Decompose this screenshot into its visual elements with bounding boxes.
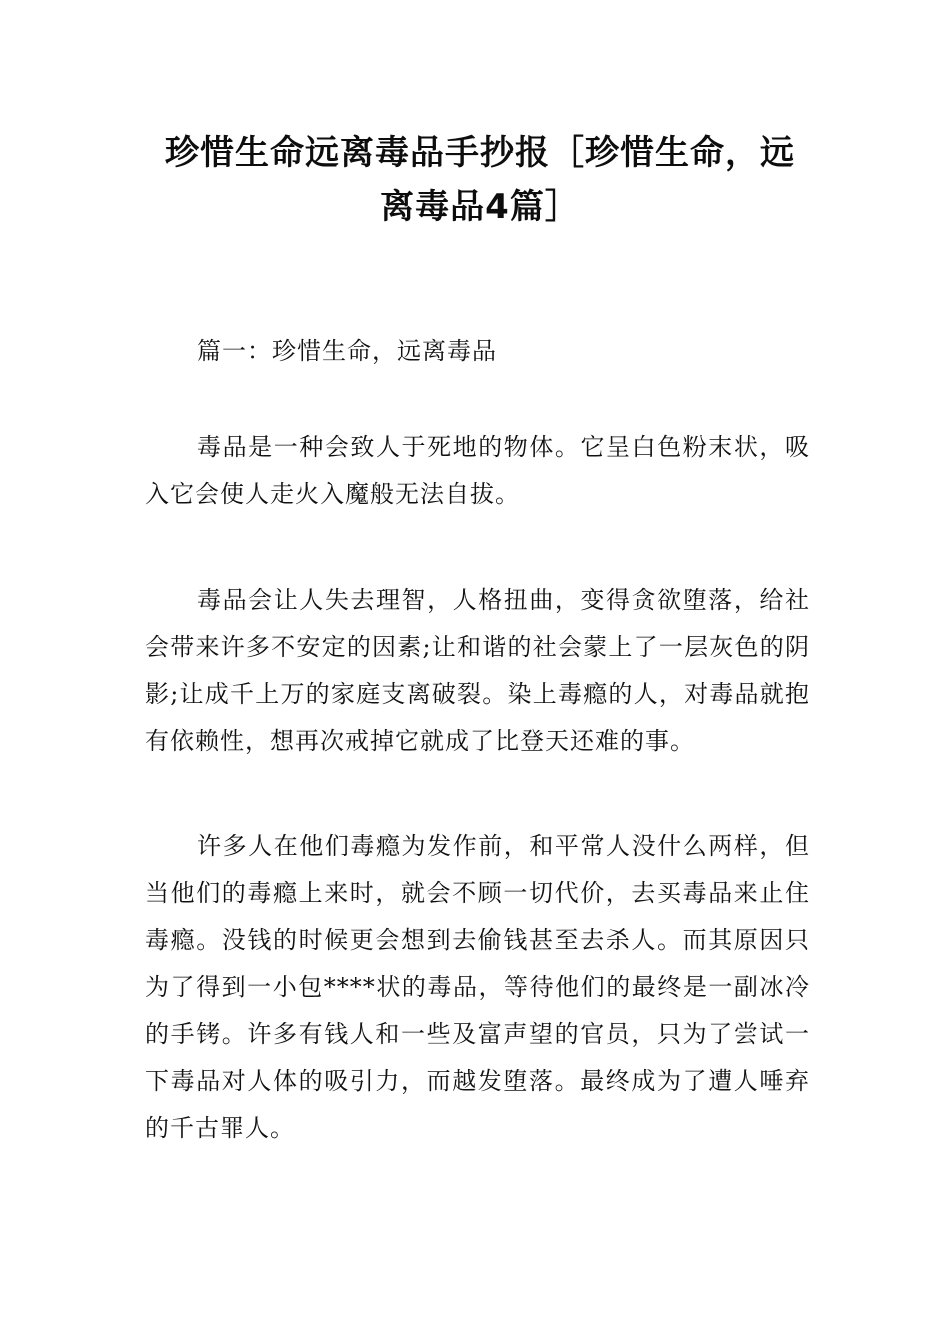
section-heading: 篇一：珍惜生命，远离毒品 [197,337,497,365]
document-title [150,126,810,234]
paragraph-3: 许多人在他们毒瘾为发作前，和平常人没什么两样，但当他们的毒瘾上来时，就会不顾一切代价，去买毒品来止住毒瘾。没钱的时候更会想到去偷钱甚至去杀人。而其原因只为了得到一小包****状的毒品，等待他们的最终是一副冰冷的手铐。许多有钱人和一些及富声望的官员，只为了尝试一下毒品对人体的吸引力，而越发堕落。最终成为了遭人唾弃的千古罪人。 [145,832,810,1142]
title-line-1: 珍惜生命远离毒品手抄报［珍惜生命，远 [165,133,795,173]
paragraph-1: 毒品是一种会致人于死地的物体。它呈白色粉末状，吸入它会使人走火入魔般无法自拔。 [145,433,810,508]
paragraph-2: 毒品会让人失去理智，人格扭曲，变得贪欲堕落，给社会带来许多不安定的因素;让和谐的社会蒙上了一层灰色的阴影;让成千上万的家庭支离破裂。染上毒瘾的人，对毒品就抱有依赖性，想再次戒掉它就成了比登天还难的事。 [145,586,810,755]
title-line-2: 离毒品4篇］ [380,187,580,227]
